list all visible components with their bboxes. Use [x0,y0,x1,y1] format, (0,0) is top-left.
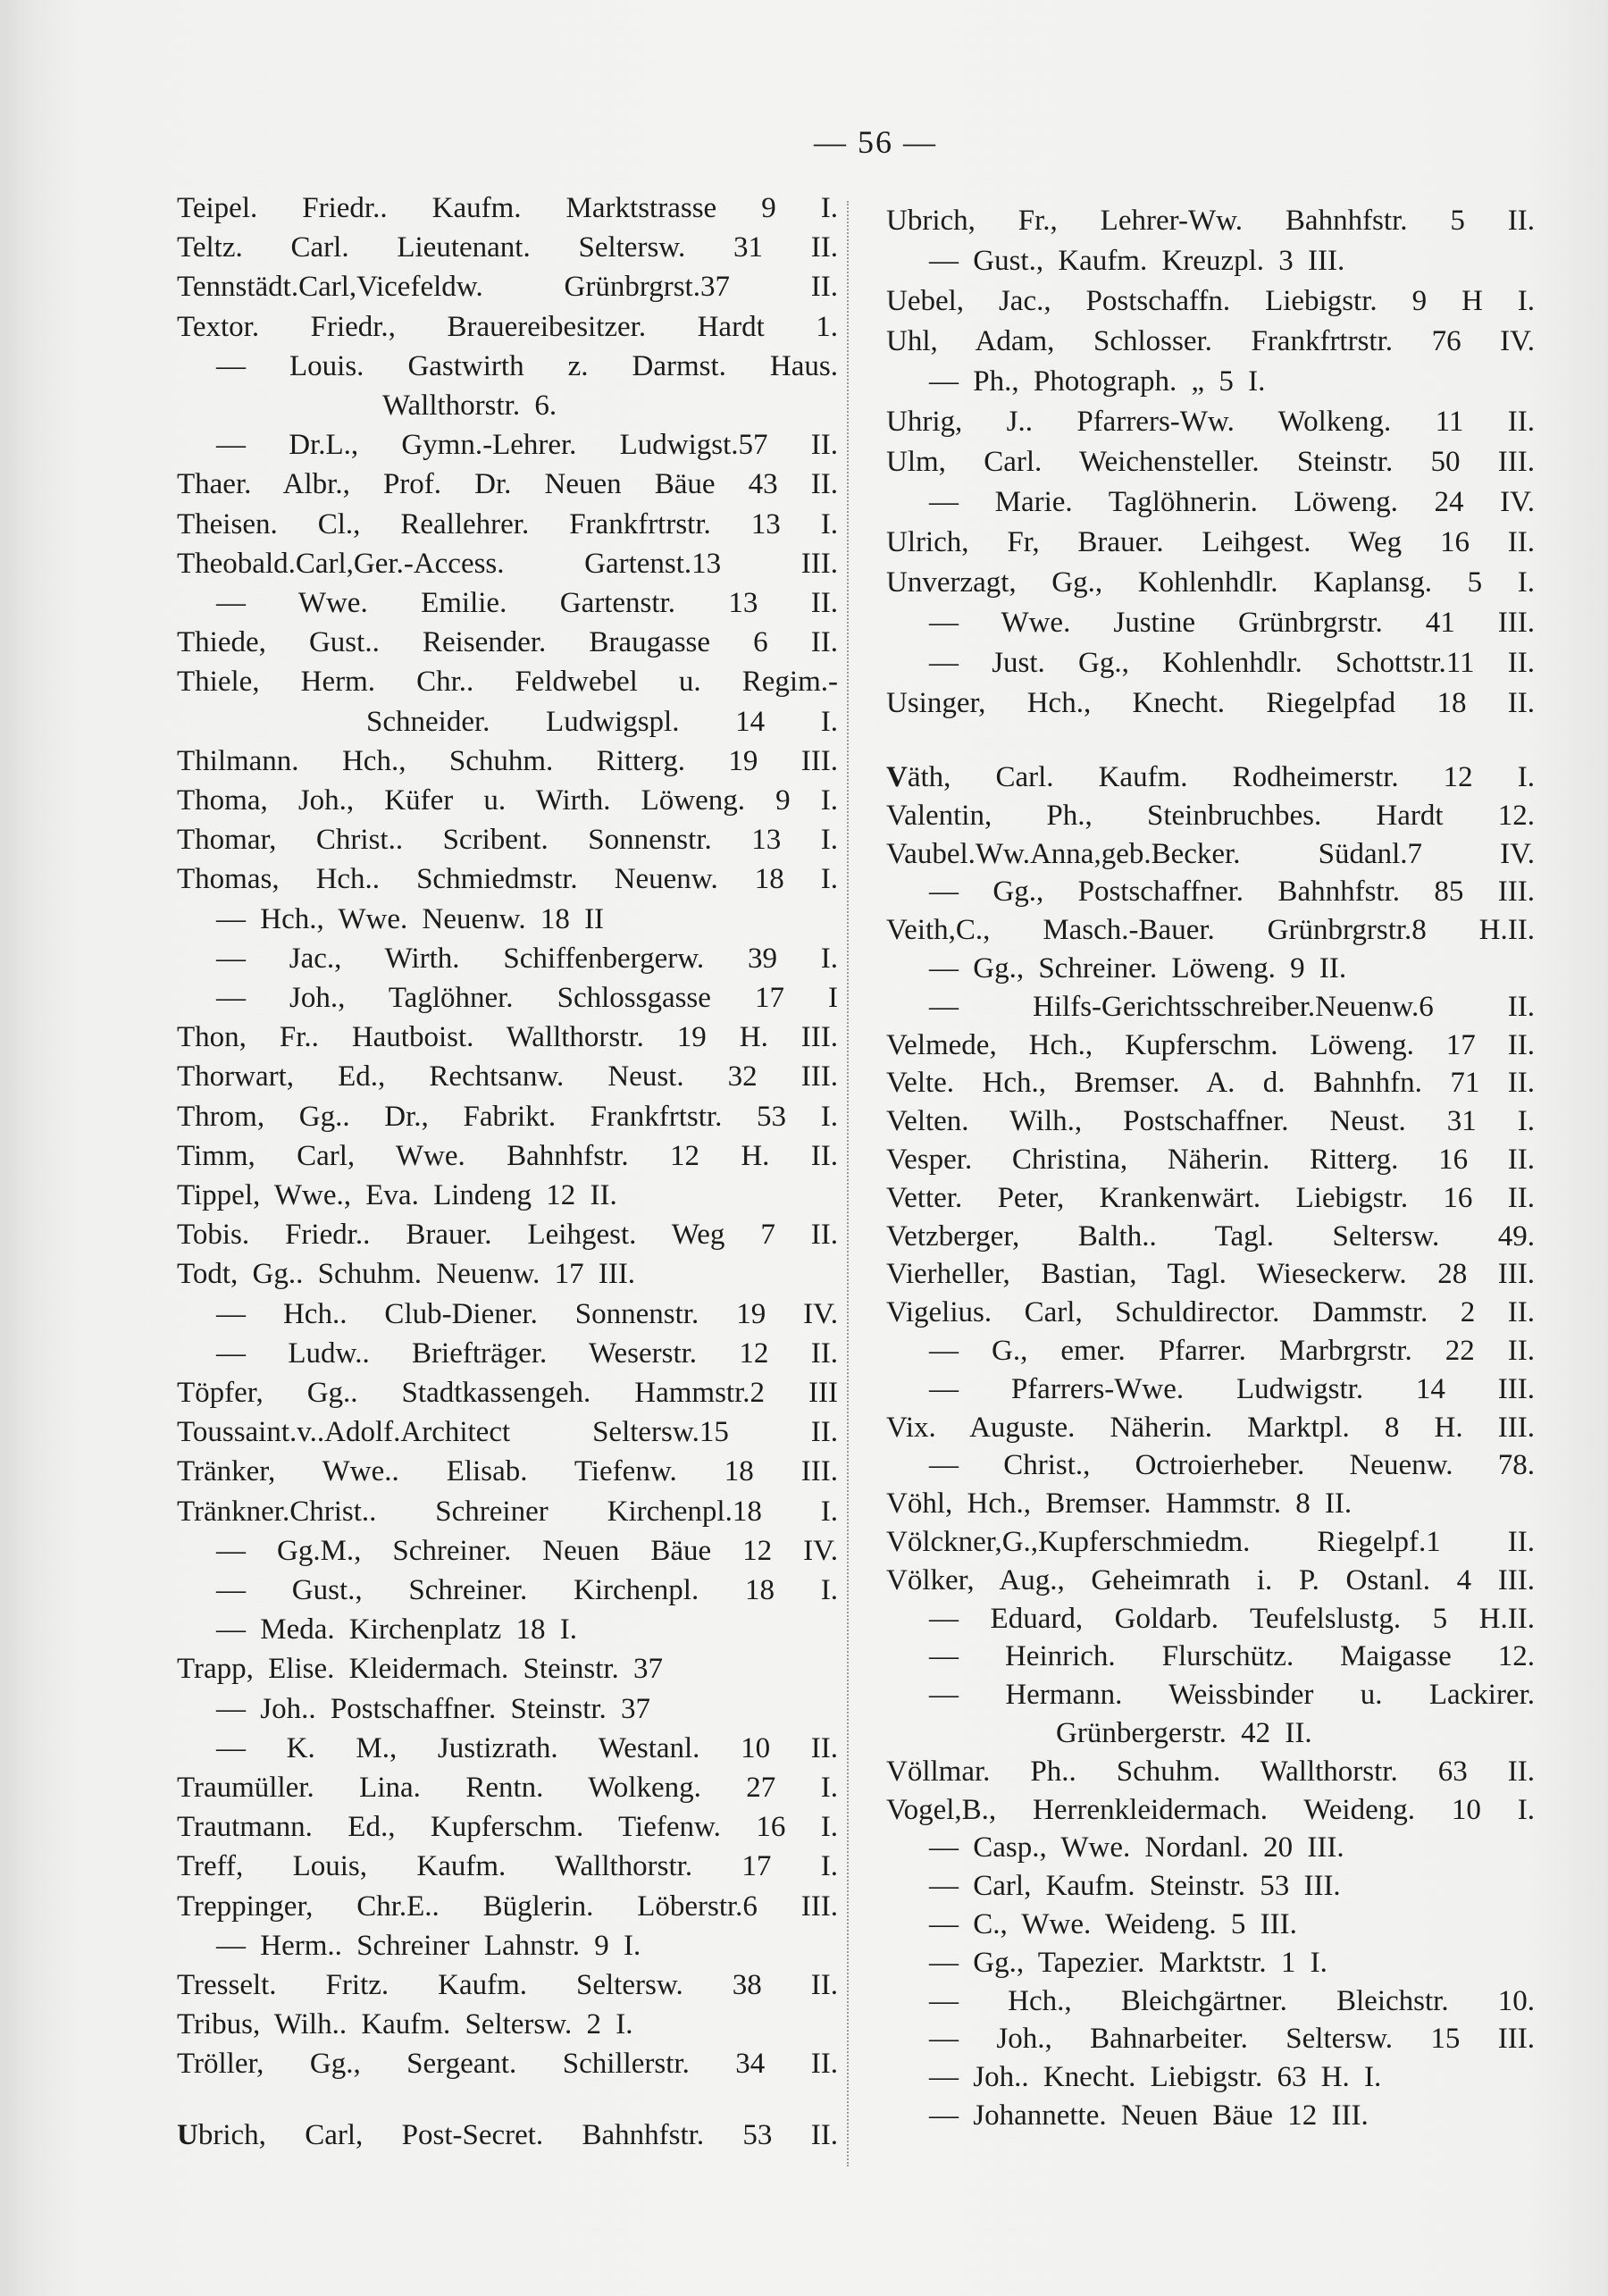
directory-sub-entry: — Ludw.. Briefträger. Weserstr. 12 II. [216,1337,838,1370]
directory-sub-entry: — Eduard, Goldarb. Teufelslustg. 5 H.II. [929,1602,1535,1635]
directory-entry: Tippel, Wwe., Eva. Lindeng 12 II. [177,1179,617,1211]
directory-sub-entry: — Carl, Kaufm. Steinstr. 53 III. [929,1870,1341,1903]
directory-entry: Theobald.Carl,Ger.-Access. Gartenst.13 III. [177,547,838,580]
directory-sub-entry: — Christ., Octroierheber. Neuenw. 78. [929,1449,1535,1482]
directory-entry: Ulm, Carl. Weichensteller. Steinstr. 50 III. [886,446,1535,478]
directory-sub-entry: — Meda. Kirchenplatz 18 I. [216,1613,578,1647]
directory-entry: Tröller, Gg., Sergeant. Schillerstr. 34 II. [177,2048,838,2081]
directory-entry: Uebel, Jac., Postschaffn. Liebigstr. 9 H I. [886,285,1535,317]
directory-entry: Throm, Gg.. Dr., Fabrikt. Frankfrtstr. 53 I. [177,1100,838,1133]
directory-entry: Teltz. Carl. Lieutenant. Seltersw. 31 II. [177,231,838,264]
directory-entry: Vesper. Christina, Näherin. Ritterg. 16 II. [886,1144,1535,1176]
directory-sub-entry: — Wwe. Emilie. Gartenstr. 13 II. [216,587,838,619]
directory-entry: Thomas, Hch.. Schmiedmstr. Neuenw. 18 I. [177,863,838,896]
directory-entry: Ulrich, Fr, Brauer. Leihgest. Weg 16 II. [886,526,1535,558]
directory-sub-entry: — C., Wwe. Weideng. 5 III. [929,1908,1297,1940]
directory-entry: Trapp, Elise. Kleidermach. Steinstr. 37 [177,1653,664,1686]
directory-sub-entry: — Hch.. Club-Diener. Sonnenstr. 19 IV. [216,1297,838,1330]
directory-entry: Tränker, Wwe.. Elisab. Tiefenw. 18 III. [177,1455,838,1488]
directory-sub-entry: — Ph., Photograph. „ 5 I. [929,365,1266,398]
directory-entry-continuation: Grünbergerstr. 42 II. [1056,1717,1312,1749]
directory-entry: Tennstädt.Carl,Vicefeldw. Grünbrgrst.37 II. [177,271,838,304]
directory-sub-entry: — Gust., Schreiner. Kirchenpl. 18 I. [216,1574,838,1606]
directory-sub-entry: — Joh., Taglöhner. Schlossgasse 17 I [216,982,838,1014]
directory-entry: Treppinger, Chr.E.. Büglerin. Löberstr.6 III. [177,1890,838,1923]
directory-entry: Textor. Friedr., Brauereibesitzer. Hardt 1. [177,310,838,343]
directory-sub-entry: — Hermann. Weissbinder u. Lackirer. [929,1679,1535,1712]
directory-sub-entry: — Dr.L., Gymn.-Lehrer. Ludwigst.57 II. [216,429,838,462]
directory-sub-entry: — Hilfs-Gerichtsschreiber.Neuenw.6 II. [929,990,1535,1023]
directory-entry: Vaubel.Ww.Anna,geb.Becker. Südanl.7 IV. [886,837,1535,870]
directory-entry: Vöhl, Hch., Bremser. Hammstr. 8 II. [886,1487,1353,1521]
directory-entry: Velmede, Hch., Kupferschm. Löweng. 17 II. [886,1028,1535,1061]
directory-entry: Thon, Fr.. Hautboist. Wallthorstr. 19 H. III. [177,1021,838,1054]
directory-sub-entry: — Gg., Tapezier. Marktstr. 1 I. [929,1946,1327,1979]
directory-entry: Treff, Louis, Kaufm. Wallthorstr. 17 I. [177,1850,838,1883]
directory-sub-entry: — Hch., Wwe. Neuenw. 18 II [216,902,605,935]
directory-entry: Vetter. Peter, Krankenwärt. Liebigstr. 16 II. [886,1181,1535,1214]
directory-entry-continuation: Schneider. Ludwigspl. 14 I. [366,705,838,738]
directory-entry: Valentin, Ph., Steinbruchbes. Hardt 12. [886,799,1535,832]
directory-entry: Thiele, Herm. Chr.. Feldwebel u. Regim.- [177,666,838,699]
directory-sub-entry: — Casp., Wwe. Nordanl. 20 III. [929,1831,1344,1864]
directory-entry: Uhl, Adam, Schlosser. Frankfrtrstr. 76 IV. [886,325,1535,357]
directory-sub-entry: — Johannette. Neuen Bäue 12 III. [929,2099,1369,2132]
directory-entry: Velten. Wilh., Postschaffner. Neust. 31 I. [886,1105,1535,1138]
directory-entry: Thilmann. Hch., Schuhm. Ritterg. 19 III. [177,744,838,777]
directory-entry: Velte. Hch., Bremser. A. d. Bahnhfn. 71 II. [886,1067,1535,1100]
directory-entry: Todt, Gg.. Schuhm. Neuenw. 17 III. [177,1258,636,1291]
directory-entry: Thomar, Christ.. Scribent. Sonnenstr. 13 I. [177,824,838,857]
directory-sub-entry: — Jac., Wirth. Schiffenbergerw. 39 I. [216,942,838,975]
directory-entry: Tobis. Friedr.. Brauer. Leihgest. Weg 7 II. [177,1219,838,1252]
directory-entry: Vogel,B., Herrenkleidermach. Weideng. 10 I. [886,1793,1535,1826]
directory-entry: Uhrig, J.. Pfarrers-Ww. Wolkeng. 11 II. [886,406,1535,438]
directory-sub-entry: — Just. Gg., Kohlenhdlr. Schottstr.11 II. [929,647,1535,679]
directory-sub-entry: — Gust., Kaufm. Kreuzpl. 3 III. [929,245,1345,277]
page-number: — 56 — [814,124,937,160]
directory-sub-entry: — Gg., Postschaffner. Bahnhfstr. 85 III. [929,876,1535,909]
directory-sub-entry: — Herm.. Schreiner Lahnstr. 9 I. [216,1929,641,1962]
directory-entry: Ubrich, Carl, Post-Secret. Bahnhfstr. 53 II. [177,2119,838,2151]
directory-sub-entry: — Gg., Schreiner. Löweng. 9 II. [929,952,1347,985]
column-divider [847,201,849,2166]
directory-entry: Unverzagt, Gg., Kohlenhdlr. Kaplansg. 5 I. [886,566,1535,599]
directory-entry: Thoma, Joh., Küfer u. Wirth. Löweng. 9 I. [177,784,838,817]
directory-entry: Teipel. Friedr.. Kaufm. Marktstrasse 9 I. [177,192,838,224]
directory-entry: Thorwart, Ed., Rechtsanw. Neust. 32 III. [177,1060,838,1094]
directory-entry: Toussaint.v..Adolf.Architect Seltersw.15 II. [177,1416,838,1449]
directory-entry: Ubrich, Fr., Lehrer-Ww. Bahnhfstr. 5 II. [886,205,1535,237]
directory-entry: Vetzberger, Balth.. Tagl. Seltersw. 49. [886,1219,1535,1253]
directory-entry: Völker, Aug., Geheimrath i. P. Ostanl. 4 III. [886,1563,1535,1596]
directory-entry: Vix. Auguste. Näherin. Marktpl. 8 H. III. [886,1411,1535,1444]
directory-sub-entry: — Pfarrers-Wwe. Ludwigstr. 14 III. [929,1372,1535,1405]
directory-sub-entry: — Joh.. Postschaffner. Steinstr. 37 [216,1692,651,1725]
directory-entry: Vierheller, Bastian, Tagl. Wieseckerw. 28 III. [886,1258,1535,1291]
directory-sub-entry: — Louis. Gastwirth z. Darmst. Haus. [216,349,838,382]
directory-sub-entry: — K. M., Justizrath. Westanl. 10 II. [216,1731,838,1764]
directory-sub-entry: — Joh.. Knecht. Liebigstr. 63 H. I. [929,2061,1382,2094]
directory-entry-continuation: Wallthorstr. 6. [382,390,557,422]
directory-entry: Tresselt. Fritz. Kaufm. Seltersw. 38 II. [177,1969,838,2001]
directory-sub-entry: — Marie. Taglöhnerin. Löweng. 24 IV. [929,486,1535,518]
directory-entry: Völlmar. Ph.. Schuhm. Wallthorstr. 63 II. [886,1755,1535,1788]
directory-entry: Tränkner.Christ.. Schreiner Kirchenpl.18 I. [177,1495,838,1528]
directory-entry: Völckner,G.,Kupferschmiedm. Riegelpf.1 II. [886,1526,1535,1558]
directory-sub-entry: — Hch., Bleichgärtner. Bleichstr. 10. [929,1984,1535,2017]
directory-entry: Vigelius. Carl, Schuldirector. Dammstr. 2 II. [886,1296,1535,1329]
directory-sub-entry: — Joh., Bahnarbeiter. Seltersw. 15 III. [929,2023,1535,2056]
directory-sub-entry: — Heinrich. Flurschütz. Maigasse 12. [929,1640,1535,1673]
directory-sub-entry: — Gg.M., Schreiner. Neuen Bäue 12 IV. [216,1534,838,1567]
directory-entry: Töpfer, Gg.. Stadtkassengeh. Hammstr.2 III [177,1377,838,1409]
directory-entry: Theisen. Cl., Reallehrer. Frankfrtrstr. 13 I. [177,507,838,540]
directory-entry: Thaer. Albr., Prof. Dr. Neuen Bäue 43 II. [177,468,838,501]
directory-sub-entry: — G., emer. Pfarrer. Marbrgrstr. 22 II. [929,1335,1535,1367]
directory-entry: Usinger, Hch., Knecht. Riegelpfad 18 II. [886,687,1535,719]
directory-entry: Väth, Carl. Kaufm. Rodheimerstr. 12 I. [886,761,1535,793]
directory-entry: Tribus, Wilh.. Kaufm. Seltersw. 2 I. [177,2008,633,2041]
directory-entry: Traumüller. Lina. Rentn. Wolkeng. 27 I. [177,1772,838,1804]
directory-entry: Timm, Carl, Wwe. Bahnhfstr. 12 H. II. [177,1139,838,1172]
directory-entry: Thiede, Gust.. Reisender. Braugasse 6 II. [177,626,838,659]
directory-entry: Trautmann. Ed., Kupferschm. Tiefenw. 16 I. [177,1811,838,1844]
directory-entry: Veith,C., Masch.-Bauer. Grünbrgrstr.8 H.II. [886,914,1535,947]
directory-sub-entry: — Wwe. Justine Grünbrgrstr. 41 III. [929,607,1535,639]
